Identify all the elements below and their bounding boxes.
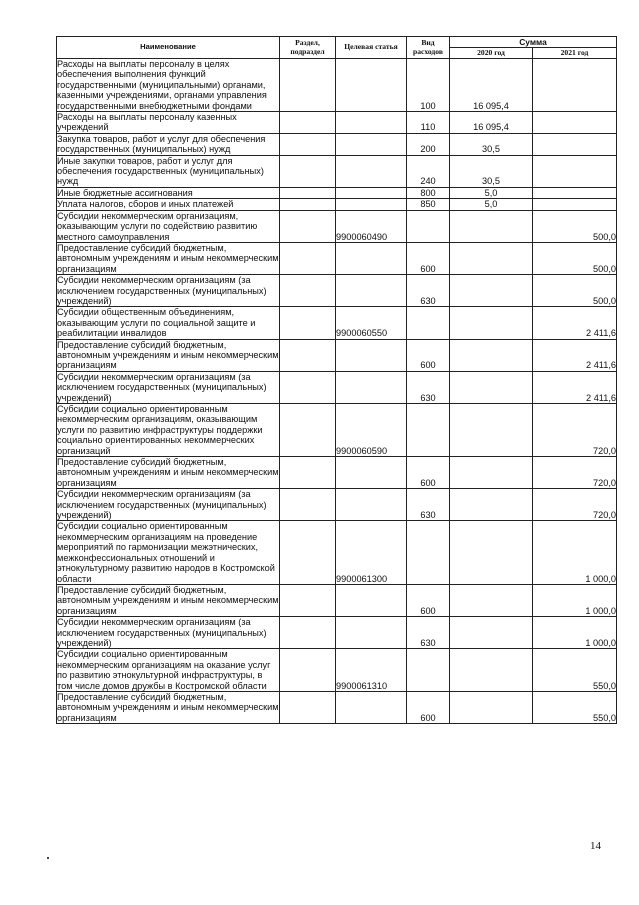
row-sum-2020: 5,0 [450, 199, 533, 210]
row-name: Предоставление субсидий бюджетным, автономным учреждениям и иным некоммерческим организациям [57, 691, 279, 723]
row-expense-type: 630 [407, 617, 450, 649]
row-sum-2021: 1 000,0 [533, 617, 617, 649]
row-sum-2020 [450, 275, 533, 307]
row-expense-type [407, 404, 450, 457]
row-expense-type: 600 [407, 339, 450, 371]
row-expense-type: 630 [407, 489, 450, 521]
row-sum-2020 [450, 649, 533, 692]
row-sum-2021: 720,0 [533, 457, 617, 489]
row-sum-2021: 500,0 [533, 275, 617, 307]
row-expense-type [407, 307, 450, 339]
row-target-code: 9900060550 [336, 307, 407, 339]
row-sum-2021: 550,0 [533, 649, 617, 692]
row-name: Субсидии некоммерческим организациям (за исключением государственных (муниципальных) учреждений) [57, 275, 280, 307]
row-expense-type: 850 [407, 199, 450, 210]
table-row [57, 133, 617, 155]
table-row [57, 275, 617, 307]
row-sum-2021: 720,0 [533, 489, 617, 521]
row-name: Субсидии социально ориентированным некоммерческим организациям на проведение мероприятий по гармонизации межэтнических, межконфессиональных отношений и этнокультурному развитию народов в Костромской области [57, 521, 280, 584]
table-row [57, 404, 617, 457]
row-sum-2020 [450, 584, 533, 616]
header-sum: Сумма [450, 37, 617, 48]
table-row [57, 199, 617, 210]
row-name: Иные бюджетные ассигнования [57, 187, 280, 198]
row-section [280, 691, 336, 723]
row-target-code [336, 489, 407, 521]
row-sum-2020 [450, 691, 533, 723]
row-section [280, 457, 336, 489]
row-sum-2020 [450, 521, 533, 584]
row-sum-2021 [533, 133, 617, 155]
header-year-2020: 2020 год [450, 48, 533, 59]
table-row [57, 307, 617, 339]
row-section [280, 187, 336, 198]
row-target-code [336, 371, 407, 403]
table-row [57, 210, 617, 242]
row-target-code [336, 457, 407, 489]
row-target-code: 9900060590 [336, 404, 407, 457]
row-sum-2020 [450, 339, 533, 371]
row-target-code [336, 112, 407, 134]
table-row [57, 59, 617, 112]
table-row [57, 691, 617, 723]
row-sum-2021: 720,0 [533, 404, 617, 457]
row-section [280, 59, 336, 112]
row-sum-2021: 550,0 [533, 691, 617, 723]
row-section [280, 307, 336, 339]
row-section [280, 649, 336, 692]
row-name: Расходы на выплаты персоналу в целях обеспечения выполнения функций государственными (муниципальными) органами, казенными учреждениями, органами управления государственными внебюджетными фондами [57, 59, 280, 112]
row-target-code [336, 691, 407, 723]
table-row [57, 112, 617, 134]
row-expense-type: 240 [407, 155, 450, 187]
row-section [280, 133, 336, 155]
row-sum-2020: 30,5 [450, 155, 533, 187]
row-target-code [336, 59, 407, 112]
row-section [280, 112, 336, 134]
header-name: Наименование [57, 37, 280, 59]
row-expense-type: 100 [407, 59, 450, 112]
row-sum-2021: 500,0 [533, 210, 617, 242]
row-target-code [336, 199, 407, 210]
row-expense-type: 200 [407, 133, 450, 155]
row-sum-2021 [533, 187, 617, 198]
row-name: Расходы на выплаты персоналу казенных учреждений [57, 112, 280, 134]
row-sum-2020 [450, 371, 533, 403]
row-name: Закупка товаров, работ и услуг для обеспечения государственных (муниципальных) нужд [57, 133, 280, 155]
row-sum-2020 [450, 404, 533, 457]
row-section [280, 155, 336, 187]
row-name: Предоставление субсидий бюджетным, автономным учреждениям и иным некоммерческим организациям [57, 339, 279, 371]
row-name: Уплата налогов, сборов и иных платежей [57, 199, 280, 210]
row-expense-type [407, 649, 450, 692]
row-sum-2021: 1 000,0 [533, 584, 617, 616]
row-target-code: 9900060490 [336, 210, 407, 242]
table-row [57, 584, 617, 616]
budget-table [56, 36, 617, 724]
row-sum-2020: 16 095,4 [450, 112, 533, 134]
row-name: Предоставление субсидий бюджетным, автономным учреждениям и иным некоммерческим организациям [57, 584, 279, 616]
row-sum-2020: 16 095,4 [450, 59, 533, 112]
row-section [280, 489, 336, 521]
row-sum-2021 [533, 155, 617, 187]
row-expense-type: 600 [407, 457, 450, 489]
row-expense-type: 630 [407, 371, 450, 403]
row-section [280, 371, 336, 403]
row-section [280, 584, 336, 616]
row-target-code: 9900061310 [336, 649, 407, 692]
table-body [57, 59, 617, 724]
table-row [57, 371, 617, 403]
row-sum-2020 [450, 489, 533, 521]
row-target-code [336, 133, 407, 155]
row-sum-2020 [450, 457, 533, 489]
row-expense-type: 600 [407, 584, 450, 616]
header-section: Раздел, подраздел [280, 37, 336, 59]
row-expense-type: 600 [407, 242, 450, 274]
row-sum-2021 [533, 199, 617, 210]
table-row [57, 489, 617, 521]
row-name: Предоставление субсидий бюджетным, автономным учреждениям и иным некоммерческим организациям [57, 457, 279, 488]
row-target-code [336, 617, 407, 649]
row-target-code [336, 242, 407, 274]
row-sum-2020: 30,5 [450, 133, 533, 155]
scan-speck [47, 857, 49, 859]
row-target-code [336, 155, 407, 187]
row-section [280, 275, 336, 307]
table-row [57, 187, 617, 198]
row-section [280, 617, 336, 649]
table-row [57, 457, 617, 489]
row-section [280, 210, 336, 242]
row-name: Субсидии некоммерческим организациям (за исключением государственных (муниципальных) учреждений) [57, 489, 280, 521]
table-row [57, 242, 617, 274]
row-expense-type: 800 [407, 187, 450, 198]
row-name: Субсидии некоммерческим организациям, оказывающим услуги по содействию развитию местного самоуправления [57, 210, 280, 242]
row-sum-2021: 2 411,6 [533, 339, 617, 371]
table-row [57, 617, 617, 649]
row-sum-2021: 1 000,0 [533, 521, 617, 584]
row-sum-2020 [450, 210, 533, 242]
table-row [57, 649, 617, 692]
row-sum-2020 [450, 307, 533, 339]
row-name: Иные закупки товаров, работ и услуг для обеспечения государственных (муниципальных) нужд [57, 155, 280, 187]
row-section [280, 521, 336, 584]
table-row [57, 339, 617, 371]
row-target-code [336, 187, 407, 198]
row-section [280, 339, 336, 371]
row-name: Субсидии социально ориентированным некоммерческим организациям, оказывающим услуги по развитию инфраструктуры поддержки социально ориентированных некоммерческих организаций [57, 404, 280, 457]
row-sum-2021 [533, 59, 617, 112]
row-sum-2021 [533, 112, 617, 134]
row-target-code [336, 584, 407, 616]
row-sum-2020 [450, 242, 533, 274]
table-row [57, 155, 617, 187]
header-year-2021: 2021 год [533, 48, 617, 59]
row-section [280, 199, 336, 210]
row-target-code: 9900061300 [336, 521, 407, 584]
header-target: Целевая статья [336, 37, 407, 59]
row-section [280, 404, 336, 457]
header-expense-type: Вид расходов [407, 37, 450, 59]
row-name: Субсидии некоммерческим организациям (за исключением государственных (муниципальных) учреждений) [57, 617, 280, 649]
row-name: Субсидии некоммерческим организациям (за исключением государственных (муниципальных) учреждений) [57, 371, 280, 403]
row-target-code [336, 339, 407, 371]
row-sum-2020: 5,0 [450, 187, 533, 198]
row-name: Субсидии общественным объединениям, оказывающим услуги по социальной защите и реабилитации инвалидов [57, 307, 280, 339]
row-sum-2021: 500,0 [533, 242, 617, 274]
row-sum-2021: 2 411,6 [533, 371, 617, 403]
page-number: 14 [590, 840, 601, 852]
row-expense-type: 630 [407, 275, 450, 307]
row-target-code [336, 275, 407, 307]
row-name: Предоставление субсидий бюджетным, автономным учреждениям и иным некоммерческим организациям [57, 242, 279, 274]
row-expense-type [407, 210, 450, 242]
row-name: Субсидии социально ориентированным некоммерческим организациям на оказание услуг по развитию этнокультурной инфраструктуры, в том числе домов дружбы в Костромской области [57, 649, 280, 692]
row-sum-2020 [450, 617, 533, 649]
row-expense-type: 600 [407, 691, 450, 723]
table-row [57, 521, 617, 584]
row-expense-type [407, 521, 450, 584]
row-expense-type: 110 [407, 112, 450, 134]
row-section [280, 242, 336, 274]
row-sum-2021: 2 411,6 [533, 307, 617, 339]
